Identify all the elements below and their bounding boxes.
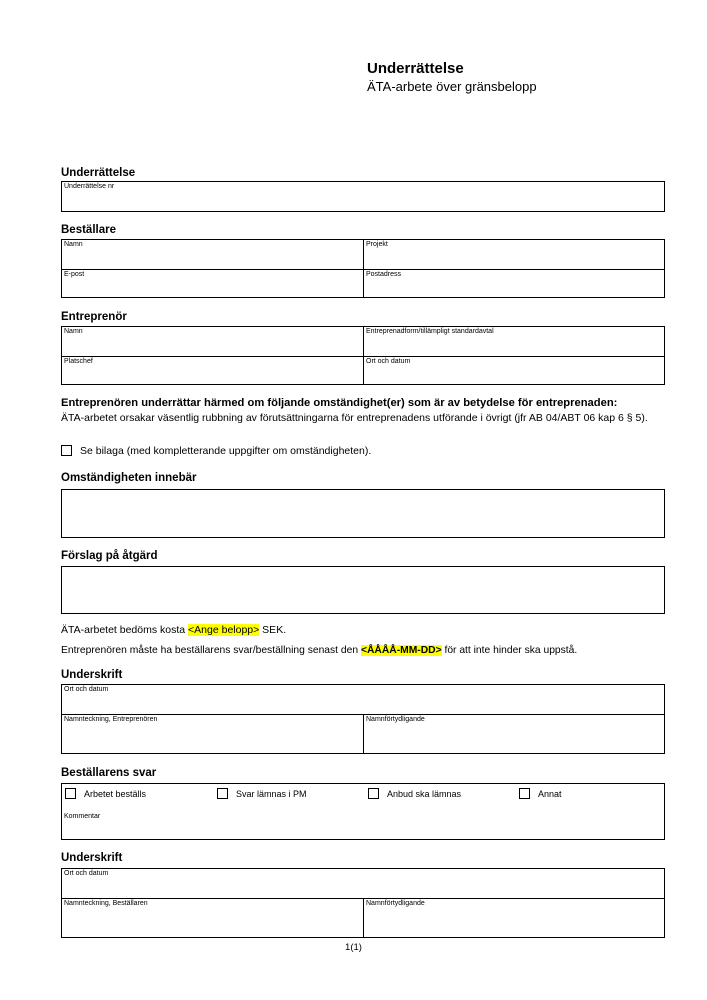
- deadline-line: [61, 644, 577, 657]
- underskrift-entreprenor-box: [61, 684, 665, 754]
- bestallare-sign-ort-datum-label: Ort och datum: [64, 870, 109, 877]
- notice-heading: Entreprenören underrättar härmed om följande omständighet(er) som är av betydelse för entreprenaden:: [61, 397, 618, 409]
- kommentar-label: Kommentar: [64, 813, 101, 820]
- svar-option-arbetet-bestalls[interactable]: Arbetet beställs: [65, 788, 146, 800]
- svar-option-annat[interactable]: Annat: [519, 788, 562, 800]
- svar-checkbox-4[interactable]: [519, 788, 530, 799]
- bestallare-namnteckning-field[interactable]: [62, 899, 364, 937]
- cost-prefix: ÄTA-arbetet bedöms kosta: [61, 624, 189, 636]
- underskrift-bestallare-box: [61, 868, 665, 938]
- underrattelse-nr-field[interactable]: [62, 182, 664, 211]
- entreprenor-namnteckning-field[interactable]: [62, 715, 364, 753]
- forslag-textarea[interactable]: [61, 566, 665, 614]
- bilaga-checkbox[interactable]: [61, 445, 72, 456]
- cost-suffix: SEK.: [259, 624, 287, 636]
- entreprenor-sign-ort-datum-label: Ort och datum: [64, 686, 109, 693]
- underrattelse-box: [61, 181, 665, 212]
- entreprenor-namnfortydligande-field[interactable]: [364, 715, 664, 753]
- deadline-date-placeholder[interactable]: <ÅÅÅÅ-MM-DD>: [360, 645, 442, 656]
- deadline-suffix: för att inte hinder ska uppstå.: [441, 645, 578, 656]
- omstandigheten-textarea[interactable]: [61, 489, 665, 538]
- bestallare-box: [61, 239, 665, 298]
- platschef-label: Platschef: [64, 358, 93, 365]
- bestallare-epost-label: E-post: [64, 271, 85, 278]
- entreprenadform-label: Entreprenadform/tillämpligt standardavtal: [366, 328, 494, 335]
- svar-option-svar-pm[interactable]: Svar lämnas i PM: [217, 788, 307, 800]
- entreprenor-ort-datum-label: Ort och datum: [366, 358, 411, 365]
- svar-option-anbud[interactable]: Anbud ska lämnas: [368, 788, 461, 800]
- page-number: 1(1): [345, 942, 362, 953]
- forslag-heading: Förslag på åtgärd: [61, 550, 158, 562]
- notice-body: ÄTA-arbetet orsakar väsentlig rubbning av förutsättningarna för entreprenadens utförande i övrigt (jfr AB 04/ABT 06 kap 6 § 5).: [61, 412, 648, 424]
- entreprenor-box: [61, 326, 665, 385]
- underskrift-bestallare-heading: Underskrift: [61, 852, 123, 864]
- underrattelse-nr-label: Underrättelse nr: [64, 183, 115, 190]
- bestallare-projekt-label: Projekt: [366, 241, 388, 248]
- svar-checkbox-1[interactable]: [65, 788, 76, 799]
- entreprenor-namn-field[interactable]: [62, 327, 364, 356]
- bestallare-postadress-label: Postadress: [366, 271, 402, 278]
- document-title: Underrättelse: [367, 60, 464, 77]
- cost-line: [61, 624, 286, 637]
- entreprenor-ort-datum-field[interactable]: [364, 357, 664, 384]
- bestallare-postadress-field[interactable]: [364, 270, 664, 297]
- kommentar-field[interactable]: [62, 812, 664, 839]
- svar-checkbox-3[interactable]: [368, 788, 379, 799]
- entreprenor-namnteckning-label: Namnteckning, Entreprenören: [64, 716, 158, 723]
- entreprenor-namnfortydligande-label: Namnförtydligande: [366, 716, 425, 723]
- bestallare-namnteckning-label: Namnteckning, Beställaren: [64, 900, 148, 907]
- platschef-field[interactable]: [62, 357, 364, 384]
- cost-amount-placeholder[interactable]: <Ange belopp>: [188, 624, 260, 636]
- bestallare-namnfortydligande-field[interactable]: [364, 899, 664, 937]
- svar-box: [61, 783, 665, 840]
- bilaga-option[interactable]: [61, 445, 371, 458]
- entreprenor-sign-ort-datum-field[interactable]: [62, 685, 664, 714]
- svar-checkbox-2[interactable]: [217, 788, 228, 799]
- bestallare-heading: Beställare: [61, 224, 116, 236]
- bestallare-namn-label: Namn: [64, 241, 83, 248]
- bestallare-epost-field[interactable]: [62, 270, 364, 297]
- bestallare-namn-field[interactable]: [62, 240, 364, 269]
- omstandigheten-heading: Omständigheten innebär: [61, 472, 197, 484]
- entreprenor-namn-label: Namn: [64, 328, 83, 335]
- bestallare-projekt-field[interactable]: [364, 240, 664, 269]
- document-subtitle: ÄTA-arbete över gränsbelopp: [367, 79, 537, 94]
- entreprenadform-field[interactable]: [364, 327, 664, 356]
- svar-options-row: [62, 784, 664, 812]
- bestallare-sign-ort-datum-field[interactable]: [62, 869, 664, 898]
- entreprenor-heading: Entreprenör: [61, 311, 127, 323]
- underrattelse-heading: Underrättelse: [61, 167, 136, 179]
- svar-heading: Beställarens svar: [61, 767, 157, 779]
- deadline-prefix: Entreprenören måste ha beställarens svar/beställning senast den: [61, 645, 361, 656]
- underskrift-entreprenor-heading: Underskrift: [61, 669, 123, 681]
- bilaga-label: Se bilaga (med kompletterande uppgifter om omständigheten).: [80, 445, 372, 457]
- bestallare-namnfortydligande-label: Namnförtydligande: [366, 900, 425, 907]
